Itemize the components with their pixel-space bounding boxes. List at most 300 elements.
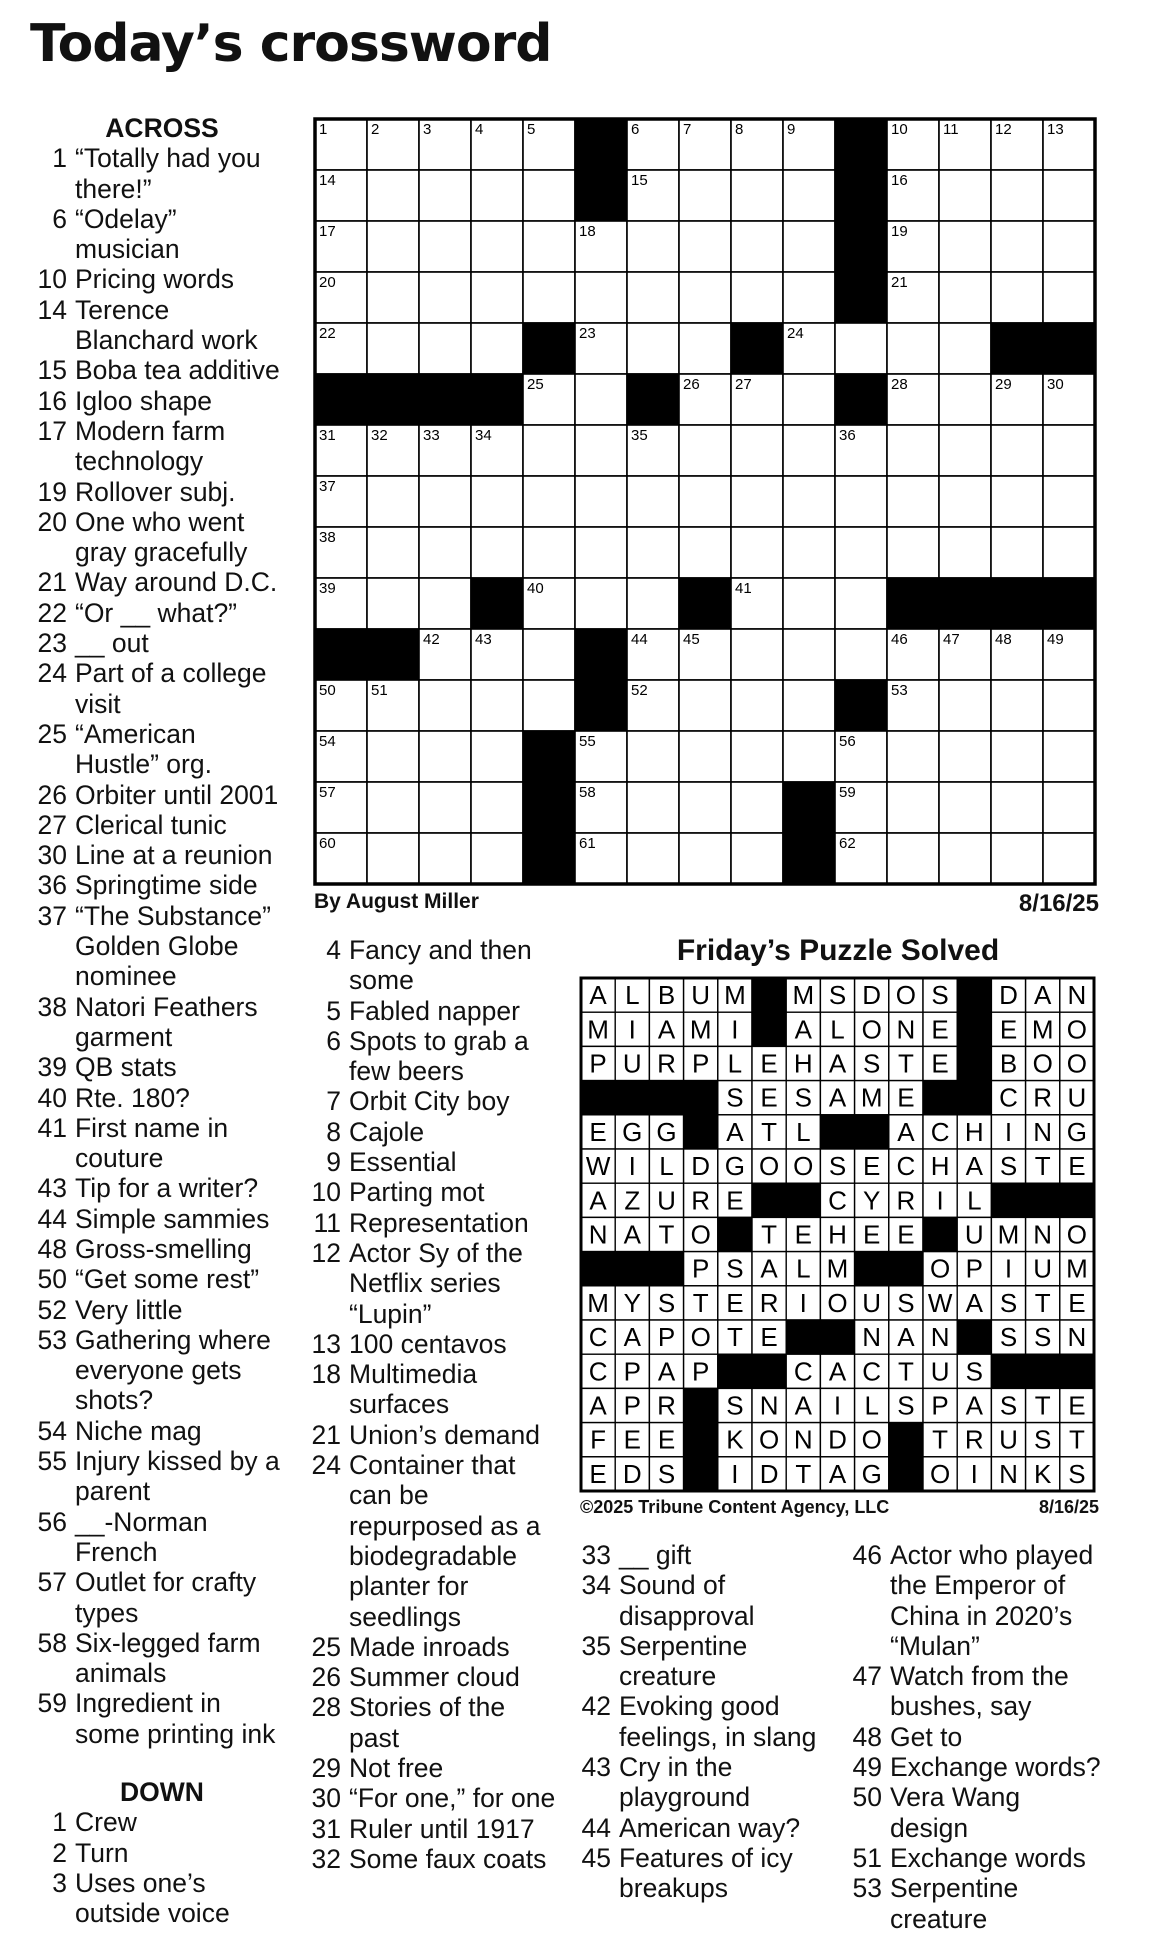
solved-letter: R [896, 1185, 916, 1216]
clue-number: 25 [311, 1631, 341, 1662]
clue-item[interactable] [37, 1113, 287, 1174]
grid-cell[interactable] [1043, 425, 1095, 476]
grid-cell[interactable] [627, 578, 679, 629]
solved-letter: L [796, 1253, 811, 1284]
clue-item[interactable] [581, 1631, 836, 1692]
clue-item[interactable] [37, 1264, 287, 1294]
clue-item[interactable] [37, 870, 287, 900]
grid-cell[interactable] [523, 170, 575, 221]
grid-block [783, 833, 835, 884]
grid-cell[interactable] [367, 221, 419, 272]
clue-text: Clerical tunic [75, 809, 227, 840]
grid-cell[interactable] [939, 680, 991, 731]
solved-letter: A [897, 1116, 915, 1147]
grid-cell[interactable] [939, 527, 991, 578]
grid-cell[interactable] [627, 272, 679, 323]
solved-letter: T [761, 1116, 778, 1147]
clue-item[interactable] [37, 780, 287, 810]
clue-item[interactable] [37, 1838, 287, 1868]
grid-cell[interactable] [575, 527, 627, 578]
clue-number: 44 [581, 1812, 611, 1843]
clue-item[interactable] [37, 810, 287, 840]
clue-item[interactable] [37, 719, 287, 780]
grid-cell[interactable] [523, 629, 575, 680]
clue-item[interactable] [37, 628, 287, 658]
clue-item[interactable] [311, 1329, 556, 1359]
grid-cell[interactable] [731, 425, 783, 476]
clue-item[interactable] [37, 567, 287, 597]
clue-item[interactable] [311, 1177, 556, 1207]
solved-letter: T [1034, 1151, 1051, 1182]
clue-item[interactable] [311, 1238, 556, 1329]
clue-number: 32 [311, 1843, 341, 1874]
grid-cell[interactable] [471, 680, 523, 731]
clue-item[interactable] [311, 1359, 556, 1420]
solved-letter: A [794, 1390, 812, 1421]
grid-cell[interactable] [783, 527, 835, 578]
grid-cell[interactable] [783, 170, 835, 221]
grid-cell[interactable] [679, 833, 731, 884]
grid-cell[interactable] [679, 221, 731, 272]
clue-item[interactable] [311, 1783, 556, 1813]
grid-cell[interactable] [939, 782, 991, 833]
clue-item[interactable] [37, 992, 287, 1053]
clue-item[interactable] [37, 1507, 287, 1568]
solved-letter: I [833, 1390, 842, 1421]
grid-cell[interactable] [471, 170, 523, 221]
clue-text: __ gift [619, 1540, 692, 1570]
grid-cell[interactable] [523, 221, 575, 272]
solved-letter: S [1068, 1458, 1086, 1489]
grid-cell[interactable] [991, 527, 1043, 578]
clue-item[interactable] [37, 901, 287, 992]
cell-number: 26 [683, 376, 700, 393]
clue-item[interactable] [311, 1753, 556, 1783]
grid-cell[interactable] [419, 476, 471, 527]
grid-cell[interactable] [471, 476, 523, 527]
clue-item[interactable] [852, 1540, 1102, 1661]
clue-item[interactable] [37, 1173, 287, 1203]
grid-cell[interactable] [835, 578, 887, 629]
grid-cell[interactable] [471, 323, 523, 374]
clue-item[interactable] [852, 1782, 1102, 1843]
solved-letter: U [657, 1185, 676, 1216]
solved-letter: E [897, 1219, 915, 1250]
grid-cell[interactable] [731, 170, 783, 221]
grid-cell[interactable] [939, 731, 991, 782]
solved-letter: I [936, 1185, 944, 1216]
grid-cell[interactable] [887, 476, 939, 527]
clue-number: 17 [37, 415, 67, 446]
grid-cell[interactable] [627, 221, 679, 272]
clue-item[interactable] [37, 1234, 287, 1264]
solved-letter: E [1068, 1287, 1086, 1318]
clue-number: 9 [326, 1147, 341, 1178]
solved-letter: P [931, 1390, 949, 1421]
solved-letter: S [897, 1287, 915, 1318]
clue-text: Sound of disapproval [619, 1570, 755, 1631]
grid-cell[interactable] [783, 731, 835, 782]
solved-letter: A [965, 1390, 983, 1421]
cell-number: 58 [579, 784, 596, 801]
clue-number: 24 [311, 1450, 341, 1481]
solved-letter: S [999, 1151, 1018, 1182]
clue-item[interactable] [37, 386, 287, 416]
grid-cell[interactable] [419, 833, 471, 884]
grid-cell[interactable] [419, 170, 471, 221]
clue-item[interactable] [37, 204, 287, 265]
clue-item[interactable] [311, 1844, 556, 1874]
grid-cell[interactable] [783, 272, 835, 323]
clue-text: Features of icy breakups [619, 1842, 793, 1904]
grid-cell[interactable] [419, 782, 471, 833]
clue-item[interactable] [37, 658, 287, 719]
grid-cell[interactable] [731, 629, 783, 680]
clue-item[interactable] [311, 1026, 556, 1087]
grid-cell[interactable] [731, 527, 783, 578]
clue-item[interactable] [37, 416, 287, 477]
grid-cell[interactable] [679, 731, 731, 782]
grid-cell[interactable] [887, 782, 939, 833]
grid-cell[interactable] [939, 272, 991, 323]
clue-item[interactable] [37, 295, 287, 356]
grid-cell[interactable] [991, 782, 1043, 833]
clue-item[interactable] [581, 1843, 836, 1904]
solved-letter: E [623, 1424, 641, 1455]
grid-cell[interactable] [939, 170, 991, 221]
clue-number: 21 [37, 567, 67, 598]
clue-text: Made inroads [349, 1631, 510, 1662]
grid-cell[interactable] [471, 272, 523, 323]
clue-item[interactable] [37, 1083, 287, 1113]
grid-cell[interactable] [783, 425, 835, 476]
grid-cell[interactable] [627, 323, 679, 374]
grid-cell[interactable] [575, 476, 627, 527]
cell-number: 6 [631, 121, 640, 138]
grid-cell[interactable] [939, 323, 991, 374]
grid-cell[interactable] [419, 680, 471, 731]
clue-item[interactable] [311, 1117, 556, 1147]
solved-block [1026, 1354, 1060, 1388]
grid-cell[interactable] [471, 527, 523, 578]
down-clue-list [37, 1807, 287, 1928]
grid-cell[interactable] [575, 272, 627, 323]
solved-letter: P [965, 1253, 983, 1284]
grid-block [1043, 323, 1095, 374]
clue-item[interactable] [37, 1446, 287, 1507]
solved-letter: C [828, 1185, 847, 1216]
clue-item[interactable] [37, 1204, 287, 1234]
grid-cell[interactable] [575, 578, 627, 629]
clue-item[interactable] [311, 1147, 556, 1177]
grid-cell[interactable] [419, 323, 471, 374]
grid-cell[interactable] [367, 527, 419, 578]
grid-cell[interactable] [939, 833, 991, 884]
grid-cell[interactable] [367, 782, 419, 833]
clue-text: Serpentine creature [890, 1873, 1019, 1934]
grid-cell[interactable] [679, 527, 731, 578]
grid-cell[interactable] [887, 527, 939, 578]
grid-cell[interactable] [367, 731, 419, 782]
clue-item[interactable] [37, 1567, 287, 1628]
solved-letter: D [828, 1424, 847, 1455]
clue-item[interactable] [37, 1416, 287, 1446]
clue-number: 36 [37, 870, 67, 901]
solved-block [752, 1354, 786, 1388]
clue-number: 19 [37, 476, 67, 507]
cell-number: 33 [423, 427, 440, 444]
solved-letter: S [965, 1356, 983, 1387]
clue-item[interactable] [581, 1752, 836, 1813]
clue-item[interactable] [37, 507, 287, 568]
grid-cell[interactable] [991, 476, 1043, 527]
grid-block [835, 170, 887, 221]
grid-cell[interactable] [679, 323, 731, 374]
grid-block [523, 782, 575, 833]
solved-letter: A [965, 1151, 983, 1182]
clue-item[interactable] [581, 1540, 836, 1570]
grid-cell[interactable] [1043, 731, 1095, 782]
grid-cell[interactable] [367, 272, 419, 323]
cell-number: 52 [631, 682, 648, 699]
grid-cell[interactable] [679, 680, 731, 731]
clue-item[interactable] [852, 1661, 1102, 1722]
grid-cell[interactable] [939, 374, 991, 425]
grid-cell[interactable] [575, 425, 627, 476]
clue-text: One who went gray gracefully [75, 506, 248, 568]
clue-text: Very little [75, 1294, 183, 1325]
grid-cell[interactable] [419, 221, 471, 272]
grid-cell[interactable] [783, 680, 835, 731]
clue-item[interactable] [37, 1325, 287, 1416]
clue-item[interactable] [311, 1692, 556, 1753]
crossword-grid[interactable] [313, 117, 1098, 886]
grid-cell[interactable] [679, 425, 731, 476]
clue-item[interactable] [852, 1873, 1102, 1934]
grid-cell[interactable] [731, 221, 783, 272]
grid-cell[interactable] [783, 221, 835, 272]
clue-item[interactable] [852, 1722, 1102, 1752]
grid-cell[interactable] [991, 272, 1043, 323]
grid-cell[interactable] [835, 323, 887, 374]
clue-item[interactable] [37, 1688, 287, 1749]
solved-letter: O [827, 1287, 848, 1318]
grid-cell[interactable] [731, 782, 783, 833]
solved-letter: A [589, 1390, 607, 1421]
clue-item[interactable] [581, 1570, 836, 1631]
cell-number: 14 [319, 172, 336, 189]
clue-item[interactable] [37, 1628, 287, 1689]
grid-cell[interactable] [471, 782, 523, 833]
grid-cell[interactable] [991, 680, 1043, 731]
grid-cell[interactable] [1043, 221, 1095, 272]
grid-cell[interactable] [471, 221, 523, 272]
clue-item[interactable] [311, 1814, 556, 1844]
clue-text: “For one,” for one [349, 1783, 556, 1814]
clue-number: 47 [852, 1661, 882, 1692]
grid-cell[interactable] [367, 170, 419, 221]
grid-cell[interactable] [679, 476, 731, 527]
clue-column-2 [311, 935, 556, 1874]
solved-letter: N [999, 1458, 1018, 1489]
clue-item[interactable] [37, 477, 287, 507]
cell-number: 60 [319, 835, 336, 852]
grid-cell[interactable] [991, 425, 1043, 476]
clue-text: Six-legged farm animals [75, 1627, 261, 1689]
grid-cell[interactable] [1043, 782, 1095, 833]
cell-number: 35 [631, 427, 648, 444]
grid-cell[interactable] [1043, 833, 1095, 884]
grid-cell[interactable] [887, 731, 939, 782]
grid-cell[interactable] [783, 476, 835, 527]
grid-cell[interactable] [731, 731, 783, 782]
clue-number: 53 [852, 1873, 882, 1904]
clue-item[interactable] [311, 1450, 556, 1632]
grid-cell[interactable] [835, 629, 887, 680]
grid-cell[interactable] [887, 323, 939, 374]
clue-item[interactable] [581, 1813, 836, 1843]
clue-item[interactable] [311, 1420, 556, 1450]
grid-cell[interactable] [887, 833, 939, 884]
grid-cell[interactable] [991, 221, 1043, 272]
grid-cell[interactable] [939, 221, 991, 272]
puzzle-date: 8/16/25 [1018, 890, 1099, 917]
clue-text: Injury kissed by a parent [75, 1446, 280, 1507]
clue-item[interactable] [311, 1086, 556, 1116]
solved-letter: S [999, 1322, 1018, 1353]
clue-text: Ingredient in some printing ink [75, 1688, 276, 1749]
grid-cell[interactable] [367, 476, 419, 527]
grid-cell[interactable] [523, 272, 575, 323]
solved-letter: E [999, 1014, 1018, 1045]
grid-cell[interactable] [523, 425, 575, 476]
grid-cell[interactable] [783, 578, 835, 629]
grid-cell[interactable] [783, 374, 835, 425]
grid-cell[interactable] [887, 425, 939, 476]
grid-cell[interactable] [471, 833, 523, 884]
clue-text: Multimedia surfaces [349, 1359, 478, 1420]
solved-letter: N [793, 1424, 813, 1455]
grid-cell[interactable] [575, 374, 627, 425]
clue-item[interactable] [37, 264, 287, 294]
grid-cell[interactable] [1043, 527, 1095, 578]
solved-letter: S [828, 980, 847, 1011]
grid-cell[interactable] [471, 731, 523, 782]
grid-cell[interactable] [523, 476, 575, 527]
grid-cell[interactable] [1043, 680, 1095, 731]
grid-cell[interactable] [679, 170, 731, 221]
grid-cell[interactable] [419, 272, 471, 323]
cell-number: 25 [527, 376, 544, 393]
grid-cell[interactable] [627, 731, 679, 782]
grid-cell[interactable] [1043, 476, 1095, 527]
solved-letter: A [760, 1253, 778, 1284]
grid-cell[interactable] [991, 833, 1043, 884]
clue-item[interactable] [37, 143, 287, 204]
clue-item[interactable] [311, 1662, 556, 1692]
grid-cell[interactable] [783, 629, 835, 680]
solved-letter: E [760, 1082, 778, 1113]
clue-text: Simple sammies [75, 1203, 270, 1234]
solved-block [615, 1081, 649, 1115]
grid-cell[interactable] [419, 578, 471, 629]
grid-cell[interactable] [939, 476, 991, 527]
solved-letter: P [589, 1048, 607, 1079]
grid-cell[interactable] [835, 527, 887, 578]
clue-number: 2 [52, 1837, 67, 1868]
clue-item[interactable] [581, 1691, 836, 1752]
grid-block [471, 578, 523, 629]
grid-cell[interactable] [627, 527, 679, 578]
cell-number: 49 [1047, 631, 1064, 648]
grid-cell[interactable] [731, 833, 783, 884]
clue-item[interactable] [37, 1052, 287, 1082]
grid-cell[interactable] [835, 476, 887, 527]
grid-cell[interactable] [627, 833, 679, 884]
clue-item[interactable] [37, 598, 287, 628]
solved-letter: T [1034, 1287, 1051, 1318]
grid-cell[interactable] [367, 833, 419, 884]
clue-text: Crew [75, 1807, 137, 1838]
grid-cell[interactable] [991, 170, 1043, 221]
solved-letter: C [793, 1356, 813, 1387]
clue-item[interactable] [311, 935, 556, 996]
grid-cell[interactable] [367, 578, 419, 629]
grid-cell[interactable] [627, 782, 679, 833]
clue-item[interactable] [37, 1295, 287, 1325]
grid-cell[interactable] [939, 425, 991, 476]
cell-number: 8 [735, 121, 744, 138]
grid-cell[interactable] [1043, 170, 1095, 221]
clue-item[interactable] [37, 1868, 287, 1929]
clue-text: Part of a college visit [75, 658, 267, 719]
solved-letter: P [623, 1390, 641, 1421]
grid-cell[interactable] [731, 272, 783, 323]
clue-text: Not free [349, 1753, 444, 1784]
clue-number: 5 [326, 995, 341, 1026]
clue-item[interactable] [311, 996, 556, 1026]
grid-cell[interactable] [679, 782, 731, 833]
grid-cell[interactable] [627, 476, 679, 527]
grid-cell[interactable] [523, 680, 575, 731]
grid-cell[interactable] [523, 527, 575, 578]
grid-cell[interactable] [367, 323, 419, 374]
clue-item[interactable] [37, 355, 287, 385]
cell-number: 18 [579, 223, 596, 240]
grid-cell[interactable] [419, 731, 471, 782]
grid-cell[interactable] [419, 527, 471, 578]
solved-block [684, 1081, 718, 1115]
clue-item[interactable] [37, 1807, 287, 1837]
cell-number: 17 [319, 223, 336, 240]
grid-block [679, 578, 731, 629]
clue-item[interactable] [852, 1752, 1102, 1782]
clue-text: Stories of the past [349, 1692, 506, 1753]
clue-item[interactable] [37, 840, 287, 870]
clue-item[interactable] [311, 1632, 556, 1662]
cell-number: 5 [527, 121, 536, 138]
clue-item[interactable] [311, 1208, 556, 1238]
grid-cell[interactable] [679, 272, 731, 323]
solved-letter: R [759, 1287, 779, 1318]
grid-block [575, 680, 627, 731]
grid-cell[interactable] [1043, 272, 1095, 323]
solved-block [615, 1252, 649, 1286]
grid-cell[interactable] [731, 476, 783, 527]
grid-cell[interactable] [731, 680, 783, 731]
grid-cell[interactable] [991, 731, 1043, 782]
clue-item[interactable] [852, 1843, 1102, 1873]
